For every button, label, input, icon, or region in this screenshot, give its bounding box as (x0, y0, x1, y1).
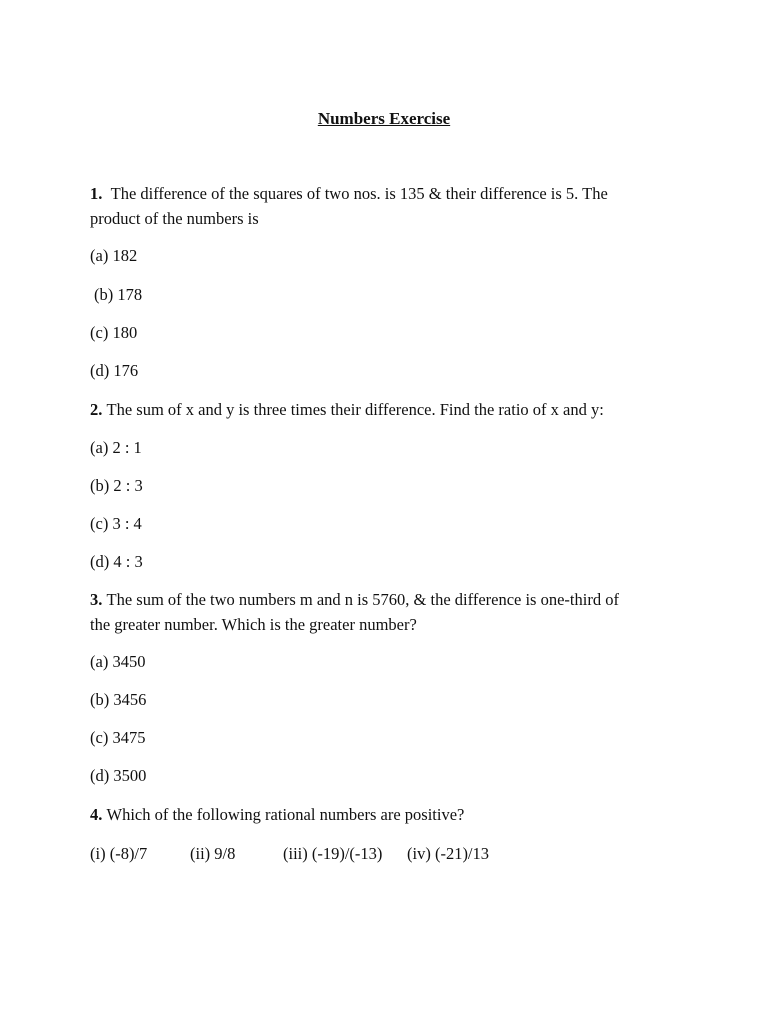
question-3-option-c: (c) 3475 (90, 728, 146, 747)
question-4-option-ii: (ii) 9/8 (190, 844, 236, 863)
question-1-option-d: (d) 176 (90, 361, 139, 380)
question-4-text: Which of the following rational numbers are positive? (106, 805, 465, 824)
question-2-text: The sum of x and y is three times their difference. Find the ratio of x and y: (106, 400, 604, 419)
question-1-text: The difference of the squares of two nos. is 135 & their difference is 5. The (110, 184, 608, 203)
question-3-number: 3. (90, 590, 103, 609)
question-3-option-b: (b) 3456 (90, 690, 147, 709)
question-1-option-a: (a) 182 (90, 246, 138, 265)
question-2-option-d: (d) 4 : 3 (90, 552, 143, 571)
question-4-line-1 (90, 803, 464, 827)
question-1-line-1 (90, 182, 608, 206)
question-3-option-a: (a) 3450 (90, 652, 146, 671)
question-2-option-c: (c) 3 : 4 (90, 514, 142, 533)
question-1-option-b: (b) 178 (94, 285, 143, 304)
question-2-line-1 (90, 398, 604, 422)
question-4-option-iii: (iii) (-19)/(-13) (283, 844, 383, 863)
question-2-number: 2. (90, 400, 103, 419)
question-4-option-iv: (iv) (-21)/13 (407, 844, 490, 863)
question-2-option-b: (b) 2 : 3 (90, 476, 143, 495)
question-3-text: The sum of the two numbers m and n is 5760, & the difference is one-third of (106, 590, 619, 609)
question-1-number: 1. (90, 184, 103, 203)
question-3-line-2: the greater number. Which is the greater number? (90, 615, 417, 634)
question-3-line-1 (90, 588, 619, 612)
question-4-number: 4. (90, 805, 103, 824)
question-4-option-i: (i) (-8)/7 (90, 844, 148, 863)
question-1-option-c: (c) 180 (90, 323, 138, 342)
page-title: Numbers Exercise (317, 109, 451, 128)
question-2-option-a: (a) 2 : 1 (90, 438, 142, 457)
question-1-line-2: product of the numbers is (90, 209, 259, 228)
question-3-option-d: (d) 3500 (90, 766, 147, 785)
